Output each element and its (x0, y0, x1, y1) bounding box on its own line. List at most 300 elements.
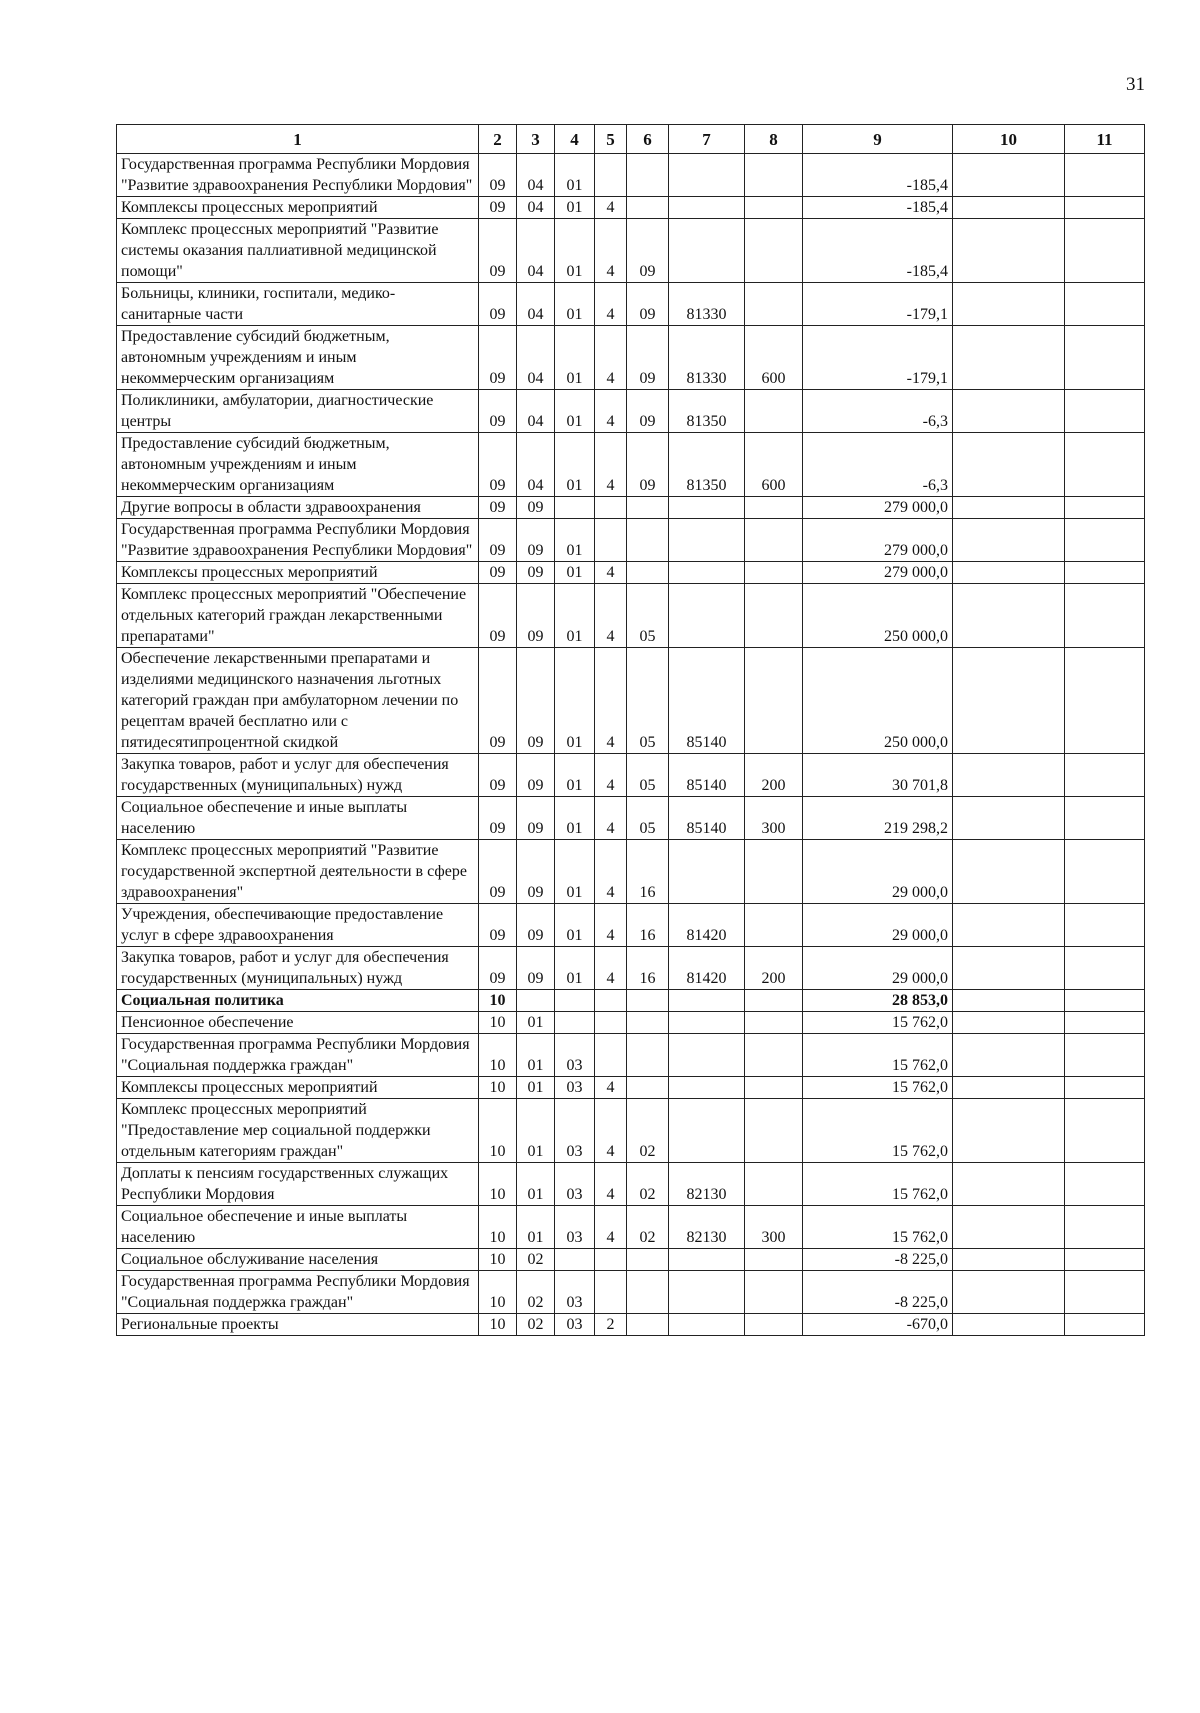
code-cell-c2: 09 (479, 584, 517, 648)
code-cell-c10 (953, 584, 1065, 648)
code-cell-c3: 09 (517, 519, 555, 562)
row-name-cell: Социальное обеспечение и иные выплаты населению (117, 797, 479, 840)
table-row (117, 519, 1145, 562)
code-cell-c8 (745, 1271, 803, 1314)
code-cell-c11 (1065, 1163, 1145, 1206)
code-cell-c2: 09 (479, 326, 517, 390)
code-cell-c10 (953, 904, 1065, 947)
row-name-cell: Закупка товаров, работ и услуг для обеспечения государственных (муниципальных) нужд (117, 754, 479, 797)
row-name-cell: Больницы, клиники, госпитали, медико-санитарные части (117, 283, 479, 326)
row-name-cell: Доплаты к пенсиям государственных служащих Республики Мордовия (117, 1163, 479, 1206)
code-cell-c4: 01 (555, 519, 595, 562)
code-cell-c4: 01 (555, 154, 595, 197)
code-cell-c6: 09 (627, 326, 669, 390)
row-name-cell: Социальная политика (117, 990, 479, 1012)
code-cell-c11 (1065, 1034, 1145, 1077)
code-cell-c4: 03 (555, 1163, 595, 1206)
code-cell-c7: 81350 (669, 433, 745, 497)
code-cell-c10 (953, 197, 1065, 219)
code-cell-c11 (1065, 1077, 1145, 1099)
code-cell-c5: 4 (595, 1077, 627, 1099)
code-cell-c6 (627, 154, 669, 197)
code-cell-c8 (745, 1077, 803, 1099)
header-cell: 10 (953, 125, 1065, 154)
code-cell-c7 (669, 154, 745, 197)
code-cell-c11 (1065, 519, 1145, 562)
code-cell-c2: 10 (479, 1314, 517, 1336)
code-cell-c3: 04 (517, 197, 555, 219)
code-cell-c5: 4 (595, 797, 627, 840)
table-row (117, 390, 1145, 433)
code-cell-c3: 09 (517, 904, 555, 947)
table-row (117, 797, 1145, 840)
code-cell-c2: 09 (479, 947, 517, 990)
code-cell-c4: 01 (555, 904, 595, 947)
code-cell-c5: 4 (595, 326, 627, 390)
code-cell-c10 (953, 840, 1065, 904)
code-cell-c3: 04 (517, 433, 555, 497)
table-row (117, 1314, 1145, 1336)
code-cell-c4 (555, 1012, 595, 1034)
code-cell-c7 (669, 219, 745, 283)
code-cell-c7 (669, 519, 745, 562)
code-cell-c4: 01 (555, 584, 595, 648)
header-cell: 1 (117, 125, 479, 154)
code-cell-c4: 03 (555, 1314, 595, 1336)
budget-table (116, 124, 1145, 1336)
code-cell-c2: 10 (479, 1163, 517, 1206)
code-cell-c3: 09 (517, 584, 555, 648)
code-cell-c7: 81330 (669, 326, 745, 390)
code-cell-c4: 03 (555, 1077, 595, 1099)
code-cell-c10 (953, 1034, 1065, 1077)
code-cell-c11 (1065, 433, 1145, 497)
code-cell-c8 (745, 197, 803, 219)
code-cell-c2: 09 (479, 562, 517, 584)
amount-cell: 15 762,0 (803, 1206, 953, 1249)
amount-cell: 15 762,0 (803, 1163, 953, 1206)
row-name-cell: Комплексы процессных мероприятий (117, 562, 479, 584)
code-cell-c2: 10 (479, 1099, 517, 1163)
code-cell-c2: 10 (479, 1206, 517, 1249)
code-cell-c6: 16 (627, 947, 669, 990)
code-cell-c8 (745, 904, 803, 947)
code-cell-c2: 09 (479, 754, 517, 797)
amount-cell: 28 853,0 (803, 990, 953, 1012)
code-cell-c4 (555, 497, 595, 519)
table-row (117, 497, 1145, 519)
code-cell-c11 (1065, 1271, 1145, 1314)
row-name-cell: Государственная программа Республики Мордовия "Социальная поддержка граждан" (117, 1034, 479, 1077)
code-cell-c10 (953, 1099, 1065, 1163)
code-cell-c7: 85140 (669, 797, 745, 840)
code-cell-c6 (627, 497, 669, 519)
code-cell-c6: 09 (627, 219, 669, 283)
code-cell-c4: 03 (555, 1206, 595, 1249)
table-row (117, 990, 1145, 1012)
code-cell-c5: 4 (595, 197, 627, 219)
code-cell-c3: 01 (517, 1163, 555, 1206)
code-cell-c8 (745, 1163, 803, 1206)
code-cell-c10 (953, 390, 1065, 433)
code-cell-c5: 2 (595, 1314, 627, 1336)
code-cell-c8: 200 (745, 754, 803, 797)
code-cell-c5: 4 (595, 390, 627, 433)
code-cell-c3: 09 (517, 947, 555, 990)
code-cell-c3: 01 (517, 1206, 555, 1249)
table-row (117, 197, 1145, 219)
code-cell-c3: 02 (517, 1314, 555, 1336)
amount-cell: -179,1 (803, 326, 953, 390)
code-cell-c4: 01 (555, 433, 595, 497)
code-cell-c8 (745, 1034, 803, 1077)
row-name-cell: Предоставление субсидий бюджетным, автономным учреждениям и иным некоммерческим организациям (117, 433, 479, 497)
code-cell-c7 (669, 1034, 745, 1077)
amount-cell: -185,4 (803, 197, 953, 219)
code-cell-c2: 09 (479, 497, 517, 519)
amount-cell: -179,1 (803, 283, 953, 326)
code-cell-c6: 02 (627, 1099, 669, 1163)
code-cell-c8 (745, 1099, 803, 1163)
code-cell-c4: 01 (555, 197, 595, 219)
code-cell-c3: 01 (517, 1012, 555, 1034)
header-cell: 2 (479, 125, 517, 154)
row-name-cell: Комплексы процессных мероприятий (117, 197, 479, 219)
code-cell-c7 (669, 1099, 745, 1163)
code-cell-c2: 10 (479, 1012, 517, 1034)
code-cell-c10 (953, 797, 1065, 840)
table-row (117, 1034, 1145, 1077)
code-cell-c2: 10 (479, 1271, 517, 1314)
header-cell: 5 (595, 125, 627, 154)
code-cell-c8: 200 (745, 947, 803, 990)
code-cell-c6: 09 (627, 390, 669, 433)
table-row (117, 562, 1145, 584)
code-cell-c4: 01 (555, 840, 595, 904)
code-cell-c8 (745, 519, 803, 562)
code-cell-c11 (1065, 904, 1145, 947)
amount-cell: -6,3 (803, 390, 953, 433)
code-cell-c10 (953, 219, 1065, 283)
code-cell-c8 (745, 1249, 803, 1271)
code-cell-c3: 04 (517, 326, 555, 390)
code-cell-c7 (669, 197, 745, 219)
code-cell-c3: 09 (517, 754, 555, 797)
code-cell-c2: 09 (479, 219, 517, 283)
code-cell-c8: 300 (745, 797, 803, 840)
row-name-cell: Учреждения, обеспечивающие предоставление услуг в сфере здравоохранения (117, 904, 479, 947)
code-cell-c2: 10 (479, 1077, 517, 1099)
row-name-cell: Региональные проекты (117, 1314, 479, 1336)
code-cell-c8: 600 (745, 326, 803, 390)
code-cell-c4: 01 (555, 326, 595, 390)
code-cell-c4: 01 (555, 947, 595, 990)
code-cell-c2: 09 (479, 154, 517, 197)
code-cell-c2: 09 (479, 390, 517, 433)
code-cell-c5: 4 (595, 648, 627, 754)
table-body (117, 154, 1145, 1336)
code-cell-c6: 16 (627, 904, 669, 947)
code-cell-c7: 82130 (669, 1206, 745, 1249)
table-row (117, 1206, 1145, 1249)
code-cell-c11 (1065, 990, 1145, 1012)
code-cell-c6 (627, 1314, 669, 1336)
code-cell-c10 (953, 1077, 1065, 1099)
code-cell-c10 (953, 1206, 1065, 1249)
code-cell-c10 (953, 326, 1065, 390)
amount-cell: -6,3 (803, 433, 953, 497)
code-cell-c6 (627, 519, 669, 562)
amount-cell: 219 298,2 (803, 797, 953, 840)
code-cell-c11 (1065, 1249, 1145, 1271)
code-cell-c10 (953, 433, 1065, 497)
code-cell-c10 (953, 1314, 1065, 1336)
code-cell-c3: 01 (517, 1034, 555, 1077)
code-cell-c10 (953, 1271, 1065, 1314)
code-cell-c11 (1065, 390, 1145, 433)
row-name-cell: Предоставление субсидий бюджетным, автономным учреждениям и иным некоммерческим организациям (117, 326, 479, 390)
code-cell-c3: 09 (517, 797, 555, 840)
code-cell-c10 (953, 283, 1065, 326)
table-row (117, 648, 1145, 754)
code-cell-c5: 4 (595, 1099, 627, 1163)
row-name-cell: Обеспечение лекарственными препаратами и изделиями медицинского назначения льготных категорий граждан при амбулаторном лечении по рецептам врачей бесплатно или с пятидесятипроцентной скидкой (117, 648, 479, 754)
code-cell-c11 (1065, 797, 1145, 840)
table-row (117, 283, 1145, 326)
code-cell-c4: 03 (555, 1034, 595, 1077)
code-cell-c8: 300 (745, 1206, 803, 1249)
code-cell-c11 (1065, 1314, 1145, 1336)
code-cell-c4: 01 (555, 283, 595, 326)
code-cell-c10 (953, 1012, 1065, 1034)
code-cell-c2: 09 (479, 283, 517, 326)
header-cell: 11 (1065, 125, 1145, 154)
code-cell-c6 (627, 1249, 669, 1271)
code-cell-c3: 02 (517, 1271, 555, 1314)
code-cell-c6: 02 (627, 1206, 669, 1249)
amount-cell: -185,4 (803, 219, 953, 283)
code-cell-c5: 4 (595, 433, 627, 497)
code-cell-c5: 4 (595, 1206, 627, 1249)
header-cell: 9 (803, 125, 953, 154)
table-row (117, 840, 1145, 904)
code-cell-c8 (745, 648, 803, 754)
code-cell-c6: 16 (627, 840, 669, 904)
code-cell-c7 (669, 1314, 745, 1336)
code-cell-c11 (1065, 947, 1145, 990)
code-cell-c3: 09 (517, 562, 555, 584)
code-cell-c10 (953, 947, 1065, 990)
code-cell-c7: 81420 (669, 904, 745, 947)
code-cell-c8 (745, 1314, 803, 1336)
code-cell-c4: 01 (555, 219, 595, 283)
code-cell-c4: 01 (555, 754, 595, 797)
row-name-cell: Государственная программа Республики Мордовия "Развитие здравоохранения Республики Мордовия" (117, 519, 479, 562)
code-cell-c3: 01 (517, 1077, 555, 1099)
code-cell-c5: 4 (595, 283, 627, 326)
row-name-cell: Социальное обслуживание населения (117, 1249, 479, 1271)
code-cell-c6 (627, 1012, 669, 1034)
code-cell-c7: 82130 (669, 1163, 745, 1206)
code-cell-c4: 03 (555, 1271, 595, 1314)
row-name-cell: Государственная программа Республики Мордовия "Социальная поддержка граждан" (117, 1271, 479, 1314)
amount-cell: -670,0 (803, 1314, 953, 1336)
header-row (117, 125, 1145, 154)
code-cell-c7 (669, 1012, 745, 1034)
code-cell-c3: 04 (517, 154, 555, 197)
code-cell-c8 (745, 154, 803, 197)
header-cell: 7 (669, 125, 745, 154)
code-cell-c10 (953, 154, 1065, 197)
code-cell-c6: 05 (627, 584, 669, 648)
table-row (117, 219, 1145, 283)
code-cell-c3: 01 (517, 1099, 555, 1163)
code-cell-c2: 09 (479, 648, 517, 754)
amount-cell: 279 000,0 (803, 562, 953, 584)
code-cell-c6 (627, 1271, 669, 1314)
amount-cell: -8 225,0 (803, 1271, 953, 1314)
code-cell-c8 (745, 219, 803, 283)
code-cell-c11 (1065, 497, 1145, 519)
row-name-cell: Государственная программа Республики Мордовия "Развитие здравоохранения Республики Мордовия" (117, 154, 479, 197)
code-cell-c4: 01 (555, 797, 595, 840)
code-cell-c6: 02 (627, 1163, 669, 1206)
code-cell-c5: 4 (595, 947, 627, 990)
amount-cell: -185,4 (803, 154, 953, 197)
amount-cell: -8 225,0 (803, 1249, 953, 1271)
code-cell-c3: 09 (517, 840, 555, 904)
code-cell-c5: 4 (595, 754, 627, 797)
code-cell-c11 (1065, 197, 1145, 219)
code-cell-c2: 10 (479, 990, 517, 1012)
code-cell-c6: 09 (627, 433, 669, 497)
amount-cell: 279 000,0 (803, 519, 953, 562)
row-name-cell: Социальное обеспечение и иные выплаты населению (117, 1206, 479, 1249)
row-name-cell: Комплекс процессных мероприятий "Развитие системы оказания паллиативной медицинской помощи" (117, 219, 479, 283)
amount-cell: 279 000,0 (803, 497, 953, 519)
header-cell: 4 (555, 125, 595, 154)
code-cell-c7 (669, 562, 745, 584)
row-name-cell: Комплексы процессных мероприятий (117, 1077, 479, 1099)
code-cell-c7 (669, 497, 745, 519)
code-cell-c7: 81350 (669, 390, 745, 433)
code-cell-c7: 85140 (669, 648, 745, 754)
amount-cell: 15 762,0 (803, 1034, 953, 1077)
amount-cell: 15 762,0 (803, 1099, 953, 1163)
code-cell-c11 (1065, 219, 1145, 283)
amount-cell: 29 000,0 (803, 904, 953, 947)
row-name-cell: Пенсионное обеспечение (117, 1012, 479, 1034)
code-cell-c5: 4 (595, 1163, 627, 1206)
code-cell-c3: 04 (517, 283, 555, 326)
code-cell-c6: 05 (627, 797, 669, 840)
code-cell-c2: 09 (479, 840, 517, 904)
code-cell-c7 (669, 840, 745, 904)
code-cell-c5: 4 (595, 562, 627, 584)
code-cell-c5 (595, 1012, 627, 1034)
code-cell-c8 (745, 562, 803, 584)
code-cell-c2: 10 (479, 1249, 517, 1271)
code-cell-c5 (595, 519, 627, 562)
code-cell-c6: 05 (627, 754, 669, 797)
code-cell-c11 (1065, 1099, 1145, 1163)
code-cell-c6 (627, 1077, 669, 1099)
code-cell-c3: 09 (517, 497, 555, 519)
amount-cell: 15 762,0 (803, 1077, 953, 1099)
code-cell-c10 (953, 562, 1065, 584)
table-row (117, 1249, 1145, 1271)
amount-cell: 30 701,8 (803, 754, 953, 797)
code-cell-c8 (745, 497, 803, 519)
row-name-cell: Комплекс процессных мероприятий "Развитие государственной экспертной деятельности в сфере здравоохранения" (117, 840, 479, 904)
code-cell-c11 (1065, 584, 1145, 648)
code-cell-c10 (953, 497, 1065, 519)
table-row (117, 1163, 1145, 1206)
code-cell-c8 (745, 283, 803, 326)
code-cell-c7 (669, 584, 745, 648)
code-cell-c7: 85140 (669, 754, 745, 797)
code-cell-c7 (669, 990, 745, 1012)
row-name-cell: Другие вопросы в области здравоохранения (117, 497, 479, 519)
code-cell-c11 (1065, 1012, 1145, 1034)
code-cell-c6 (627, 990, 669, 1012)
code-cell-c11 (1065, 562, 1145, 584)
code-cell-c2: 09 (479, 433, 517, 497)
amount-cell: 15 762,0 (803, 1012, 953, 1034)
code-cell-c4: 01 (555, 390, 595, 433)
code-cell-c4 (555, 1249, 595, 1271)
code-cell-c5 (595, 497, 627, 519)
code-cell-c11 (1065, 648, 1145, 754)
code-cell-c2: 10 (479, 1034, 517, 1077)
code-cell-c10 (953, 1163, 1065, 1206)
code-cell-c11 (1065, 1206, 1145, 1249)
code-cell-c11 (1065, 840, 1145, 904)
code-cell-c2: 09 (479, 797, 517, 840)
code-cell-c4: 01 (555, 562, 595, 584)
code-cell-c6 (627, 1034, 669, 1077)
code-cell-c11 (1065, 754, 1145, 797)
code-cell-c10 (953, 990, 1065, 1012)
table-row (117, 584, 1145, 648)
code-cell-c7 (669, 1077, 745, 1099)
code-cell-c5: 4 (595, 219, 627, 283)
amount-cell: 250 000,0 (803, 584, 953, 648)
code-cell-c2: 09 (479, 904, 517, 947)
code-cell-c3: 02 (517, 1249, 555, 1271)
header-cell: 3 (517, 125, 555, 154)
code-cell-c3: 04 (517, 390, 555, 433)
table-row (117, 947, 1145, 990)
code-cell-c4: 01 (555, 648, 595, 754)
code-cell-c3 (517, 990, 555, 1012)
code-cell-c7: 81420 (669, 947, 745, 990)
table-row (117, 1077, 1145, 1099)
code-cell-c10 (953, 519, 1065, 562)
code-cell-c8: 600 (745, 433, 803, 497)
code-cell-c5 (595, 990, 627, 1012)
code-cell-c10 (953, 754, 1065, 797)
code-cell-c11 (1065, 154, 1145, 197)
code-cell-c8 (745, 1012, 803, 1034)
row-name-cell: Поликлиники, амбулатории, диагностические центры (117, 390, 479, 433)
code-cell-c8 (745, 840, 803, 904)
code-cell-c4: 03 (555, 1099, 595, 1163)
code-cell-c5: 4 (595, 584, 627, 648)
code-cell-c3: 09 (517, 648, 555, 754)
row-name-cell: Комплекс процессных мероприятий "Предоставление мер социальной поддержки отдельным категориям граждан" (117, 1099, 479, 1163)
code-cell-c8 (745, 584, 803, 648)
